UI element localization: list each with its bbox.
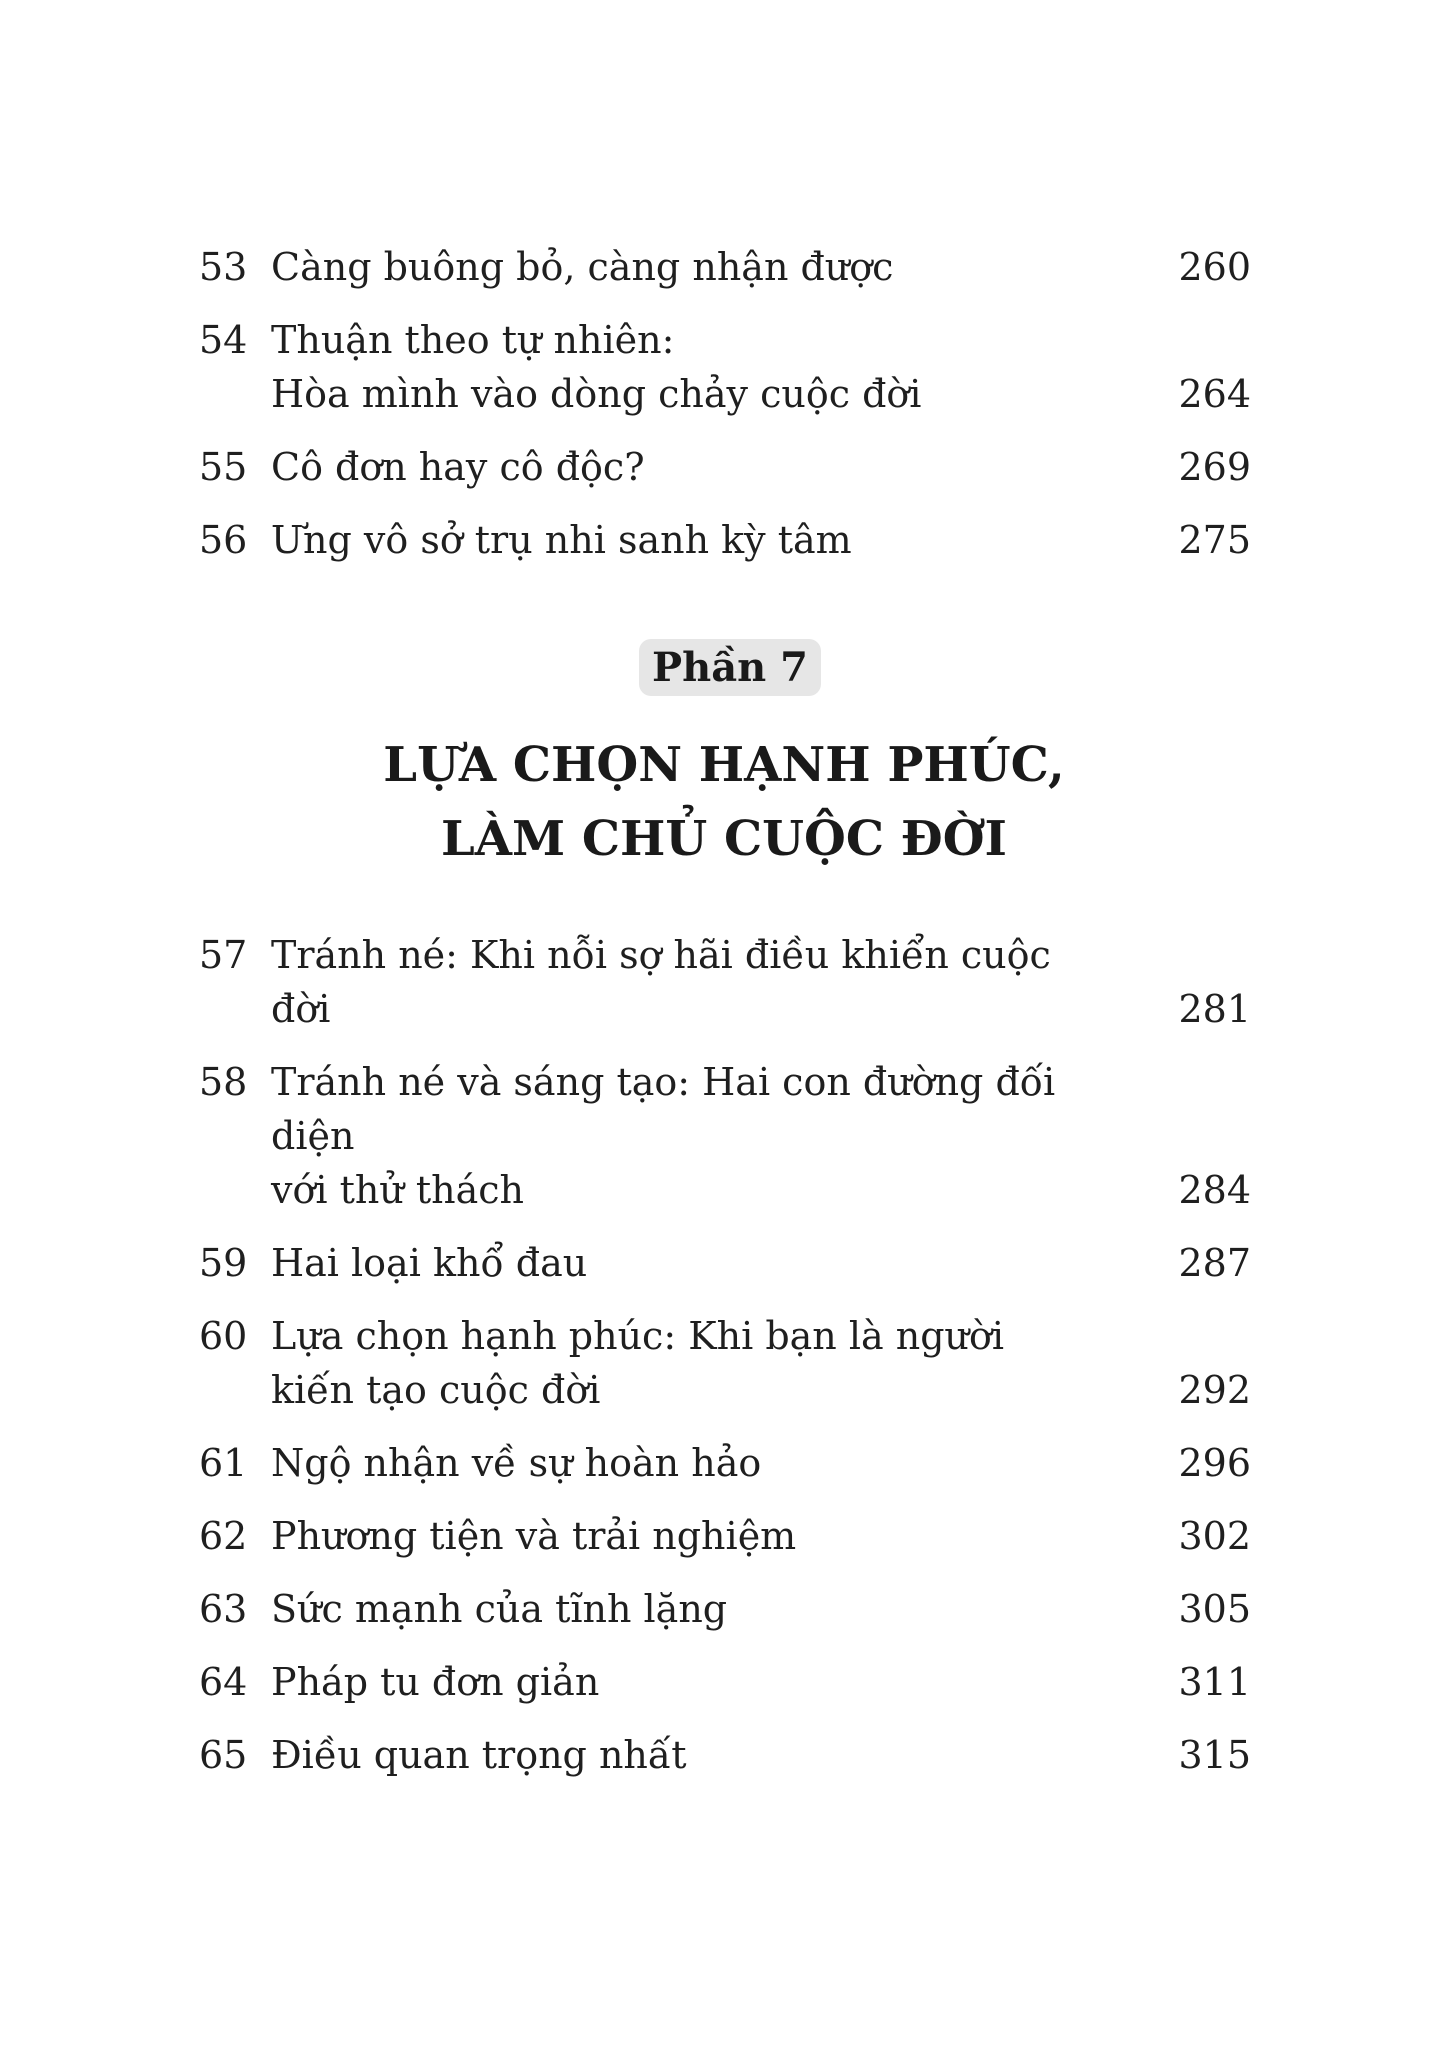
- page-number: 269: [1178, 445, 1251, 489]
- page-number: 296: [1178, 1441, 1251, 1485]
- page-number: 260: [1178, 245, 1251, 289]
- chapter-number: 59: [199, 1241, 248, 1285]
- toc-entry: [199, 1236, 1251, 1290]
- page-number: 302: [1178, 1514, 1251, 1558]
- part-title-line: LÀM CHỦ CUỘC ĐỜI: [441, 811, 1007, 867]
- chapter-title-line: Hòa mình vào dòng chảy cuộc đời: [271, 372, 922, 416]
- page-number: 311: [1178, 1660, 1251, 1704]
- chapter-title: [271, 1509, 1111, 1563]
- page-number: 284: [1178, 1168, 1251, 1212]
- toc-entry: [199, 1582, 1251, 1636]
- chapter-title: [271, 1582, 1111, 1636]
- chapter-number: 65: [199, 1733, 248, 1777]
- chapter-number: 55: [199, 445, 248, 489]
- chapter-title-line: Ngộ nhận về sự hoàn hảo: [271, 1441, 762, 1485]
- toc-entry: [199, 1436, 1251, 1490]
- toc-entry: [199, 313, 1251, 421]
- toc-entry: [199, 1055, 1251, 1217]
- chapter-number: 56: [199, 518, 248, 562]
- page-number: 292: [1178, 1368, 1251, 1412]
- chapter-title-line: Càng buông bỏ, càng nhận được: [271, 245, 894, 289]
- chapter-title-line: Cô đơn hay cô độc?: [271, 445, 645, 489]
- chapter-title: [271, 1236, 1111, 1290]
- chapter-title-line: Điều quan trọng nhất: [271, 1733, 687, 1777]
- chapter-title-line: Hai loại khổ đau: [271, 1241, 588, 1285]
- chapter-title-line: kiến tạo cuộc đời: [271, 1368, 601, 1412]
- chapter-title-line: Phương tiện và trải nghiệm: [271, 1514, 797, 1558]
- toc-entry: [199, 513, 1251, 567]
- chapter-title-line: Thuận theo tự nhiên:: [271, 318, 675, 362]
- toc-entry: [199, 1655, 1251, 1709]
- chapter-title: [271, 1055, 1111, 1217]
- chapter-title-line: Pháp tu đơn giản: [271, 1660, 600, 1704]
- page-number: 264: [1178, 372, 1251, 416]
- chapter-title: [271, 513, 1111, 567]
- page-number: 315: [1178, 1733, 1251, 1777]
- chapter-title: [271, 313, 1111, 421]
- chapter-title: [271, 1728, 1111, 1782]
- chapter-title: [271, 1436, 1111, 1490]
- chapter-title-line: Lựa chọn hạnh phúc: Khi bạn là người: [271, 1314, 1005, 1358]
- page-number: 275: [1178, 518, 1251, 562]
- page-number: 281: [1178, 987, 1251, 1031]
- chapter-title: [271, 240, 1111, 294]
- chapter-title: [271, 1655, 1111, 1709]
- chapter-title-line: Tránh né: Khi nỗi sợ hãi điều khiển cuộc đời: [271, 933, 1051, 1031]
- toc-list-after: [199, 928, 1251, 1801]
- page-number: 305: [1178, 1587, 1251, 1631]
- chapter-title: [271, 928, 1111, 1036]
- chapter-number: 53: [199, 245, 248, 289]
- part-title: [224, 728, 1224, 876]
- part-label-badge: Phần 7: [639, 639, 821, 696]
- chapter-number: 60: [199, 1314, 248, 1358]
- chapter-number: 63: [199, 1587, 248, 1631]
- chapter-title-line: với thử thách: [271, 1168, 525, 1212]
- part-title-line: LỰA CHỌN HẠNH PHÚC,: [383, 737, 1065, 793]
- toc-entry: [199, 1728, 1251, 1782]
- chapter-title-line: Tránh né và sáng tạo: Hai con đường đối diện: [271, 1060, 1056, 1158]
- chapter-title-line: Ưng vô sở trụ nhi sanh kỳ tâm: [271, 518, 852, 562]
- toc-entry: [199, 928, 1251, 1036]
- chapter-number: 54: [199, 318, 248, 362]
- toc-entry: [199, 440, 1251, 494]
- page-number: 287: [1178, 1241, 1251, 1285]
- chapter-title: [271, 1309, 1111, 1417]
- toc-entry: [199, 1309, 1251, 1417]
- chapter-title-line: Sức mạnh của tĩnh lặng: [271, 1587, 728, 1631]
- chapter-number: 57: [199, 933, 248, 977]
- toc-entry: [199, 1509, 1251, 1563]
- toc-entry: [199, 240, 1251, 294]
- chapter-number: 62: [199, 1514, 248, 1558]
- chapter-number: 64: [199, 1660, 248, 1704]
- chapter-number: 58: [199, 1060, 248, 1104]
- chapter-title: [271, 440, 1111, 494]
- chapter-number: 61: [199, 1441, 248, 1485]
- toc-list-before: [199, 240, 1251, 586]
